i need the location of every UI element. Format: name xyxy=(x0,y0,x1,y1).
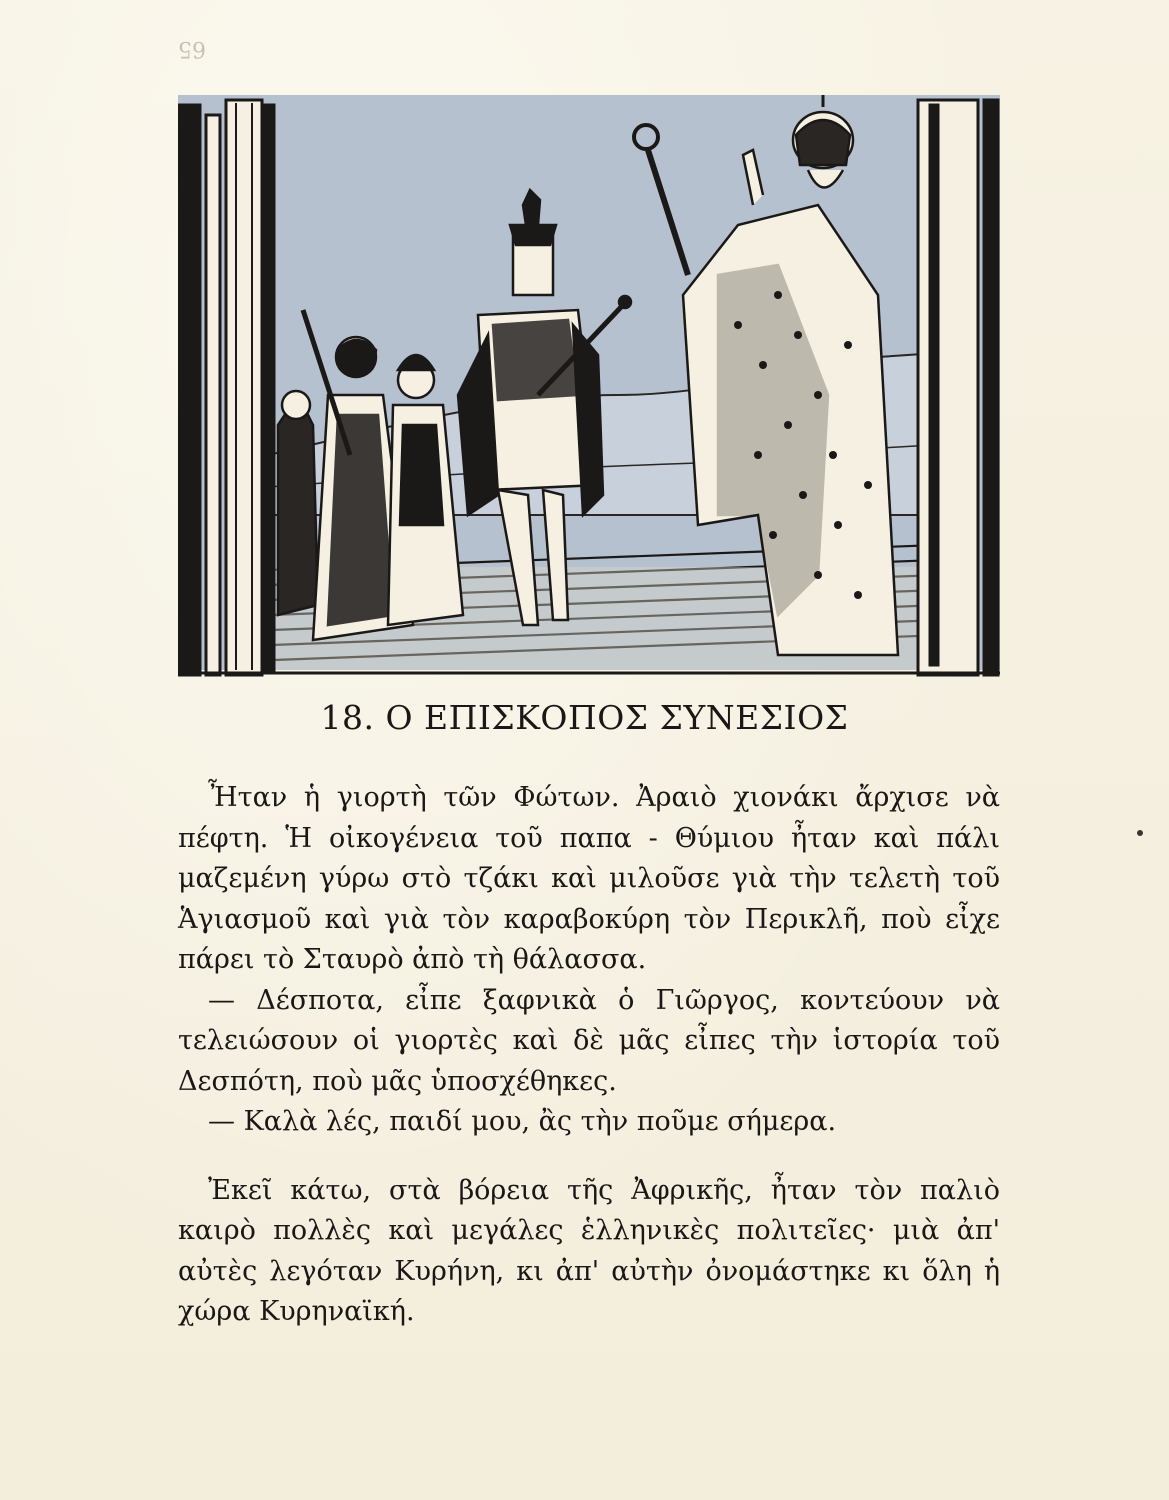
paragraph: — Καλὰ λές, παιδί μου, ἂς τὴν ποῦμε σήμερα. xyxy=(208,1106,837,1137)
left-columns xyxy=(178,100,274,675)
paragraph: Ἐκεῖ κάτω, στὰ βόρεια τῆς Ἀφρικῆς, ἦταν τὸν παλιὸ καιρὸ πολλὲς καὶ μεγάλες ἑλληνικὲς πολιτεῖες· μιὰ ἀπ' αὐτὲς λεγόταν Κυρήνη, κι ἀπ' αὐτὴν ὀνομάστηκε κι ὅλη ἡ χώρα Κυρηναϊκή. xyxy=(178,1174,1000,1327)
chapter-text xyxy=(178,778,1000,1333)
chapter-illustration xyxy=(178,95,1000,680)
page-number: 65 xyxy=(178,36,206,61)
right-columns xyxy=(918,100,998,675)
chapter-title: 18. Ο ΕΠΙΣΚΟΠΟΣ ΣΥΝΕΣΙΟΣ xyxy=(320,698,849,737)
paragraph: — Δέσποτα, εἶπε ξαφνικὰ ὁ Γιῶργος, κοντεύουν νὰ τελειώσουν οἱ γιορτὲς καὶ δὲ μᾶς εἶπες τὴν ἱστορία τοῦ Δεσπότη, ποὺ μᾶς ὑποσχέθηκες. xyxy=(178,984,1000,1097)
ink-speck xyxy=(1137,830,1143,836)
paragraph: Ἦταν ἡ γιορτὴ τῶν Φώτων. Ἀραιὸ χιονάκι ἄρχισε νὰ πέφτη. Ἡ οἰκογένεια τοῦ παπα - Θύμιου ἦταν καὶ πάλι μαζεμένη γύρω στὸ τζάκι καὶ μιλοῦσε γιὰ τὴν τελετὴ τοῦ Ἁγιασμοῦ καὶ γιὰ τὸν καραβοκύρη τὸν Περικλῆ, ποὺ εἶχε πάρει τὸ Σταυρὸ ἀπὸ τὴ θάλασσα. xyxy=(178,782,1000,975)
